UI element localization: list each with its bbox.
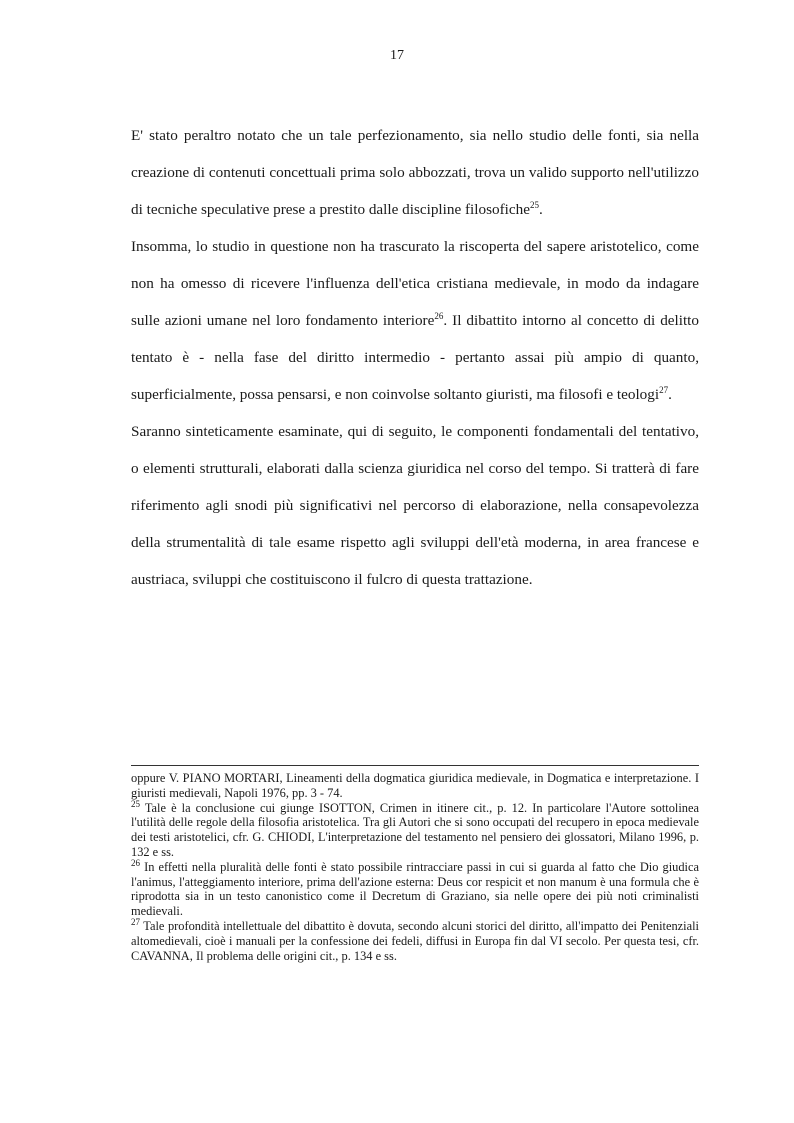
footnote-ref[interactable]: 27 xyxy=(659,384,669,395)
footnote-ref[interactable]: 26 xyxy=(434,310,444,321)
footnote-text: Tale profondità intellettuale del dibattito è dovuta, secondo alcuni storici del diritto, all'impatto dei Penitenziali altomedievali, cioè i manuali per la confessione dei fedeli, diffusi in Europa fin dal VI secolo. Per questa tesi, cfr. CAVANNA, Il problema delle origini cit., p. 134 e ss. xyxy=(131,918,699,963)
main-text xyxy=(131,117,699,598)
paragraph xyxy=(131,228,699,413)
footnote xyxy=(131,798,699,860)
paragraph-text: E' stato peraltro notato che un tale perfezionamento, sia nello studio delle fonti, sia nella creazione di contenuti concettuali prima solo abbozzati, trova un valido supporto nell'utilizzo di tecniche speculative prese a prestito dalle discipline filosofiche xyxy=(131,127,699,218)
paragraph-text: Insomma, lo studio in questione non ha trascurato la riscoperta del sapere aristotelico, come non ha omesso di ricevere l'influenza dell'etica cristiana medievale, in modo da indagare sulle azioni umane nel loro fondamento interiore xyxy=(131,238,699,329)
footnote-text: In effetti nella pluralità delle fonti è stato possibile rintracciare passi in cui si guarda al fatto che Dio giudica l'animus, l'atteggiamento interiore, prima dell'azione esterna: Deus cor respicit et non manum è una formula che è riprodotta sia in un testo canonistico come il Decretum di Graziano, sia nelle opere dei più noti criminalisti medievali. xyxy=(131,859,699,919)
paragraph-text-cont: . Il dibattito intorno al concetto di delitto tentato è - nella fase del diritto intermedio - pertanto assai più ampio di quanto, superficialmente, possa pensarsi, e non coinvolse soltanto giuristi, ma filosofi e teologi xyxy=(131,312,700,403)
footnote-number: 25 xyxy=(131,798,140,809)
paragraph-text-end: . xyxy=(668,386,672,403)
footnote xyxy=(131,916,699,963)
paragraph-text: Saranno sinteticamente esaminate, qui di seguito, le componenti fondamentali del tentativo, o elementi strutturali, elaborati dalla scienza giuridica nel corso del tempo. Si tratterà di fare riferimento agli snodi più significativi nel percorso di elaborazione, nella consapevolezza della strumentalità di tale esame rispetto agli sviluppi dell'età moderna, in area francese e austriaca, sviluppi che costituiscono il fulcro di questa trattazione. xyxy=(131,423,699,588)
footnote-number: 26 xyxy=(131,857,140,868)
footnote-text: Tale è la conclusione cui giunge ISOTTON, Crimen in itinere cit., p. 12. In particolare l'Autore sottolinea l'utilità delle regole della filosofia aristotelica. Tra gli Autori che si sono occupati del recupero in epoca medievale dei testi aristotelici, cfr. G. CHIODI, L'interpretazione del testamento nel pensiero dei glossatori, Milano 1996, p. 132 e ss. xyxy=(131,800,699,859)
paragraph xyxy=(131,117,699,228)
paragraph xyxy=(131,413,699,598)
page-number: 17 xyxy=(390,48,404,63)
footnote-ref[interactable]: 25 xyxy=(529,199,539,210)
paragraph-text-end: . xyxy=(538,201,543,218)
footnote-number: 27 xyxy=(131,916,140,927)
footnote-continuation: oppure V. PIANO MORTARI, Lineamenti della dogmatica giuridica medievale, in Dogmatica e interpretazione. I giuristi medievali, Napoli 1976, pp. 3 - 74. xyxy=(131,771,699,800)
footnotes xyxy=(131,771,699,963)
footnote-separator xyxy=(131,765,699,766)
footnote xyxy=(131,857,699,919)
